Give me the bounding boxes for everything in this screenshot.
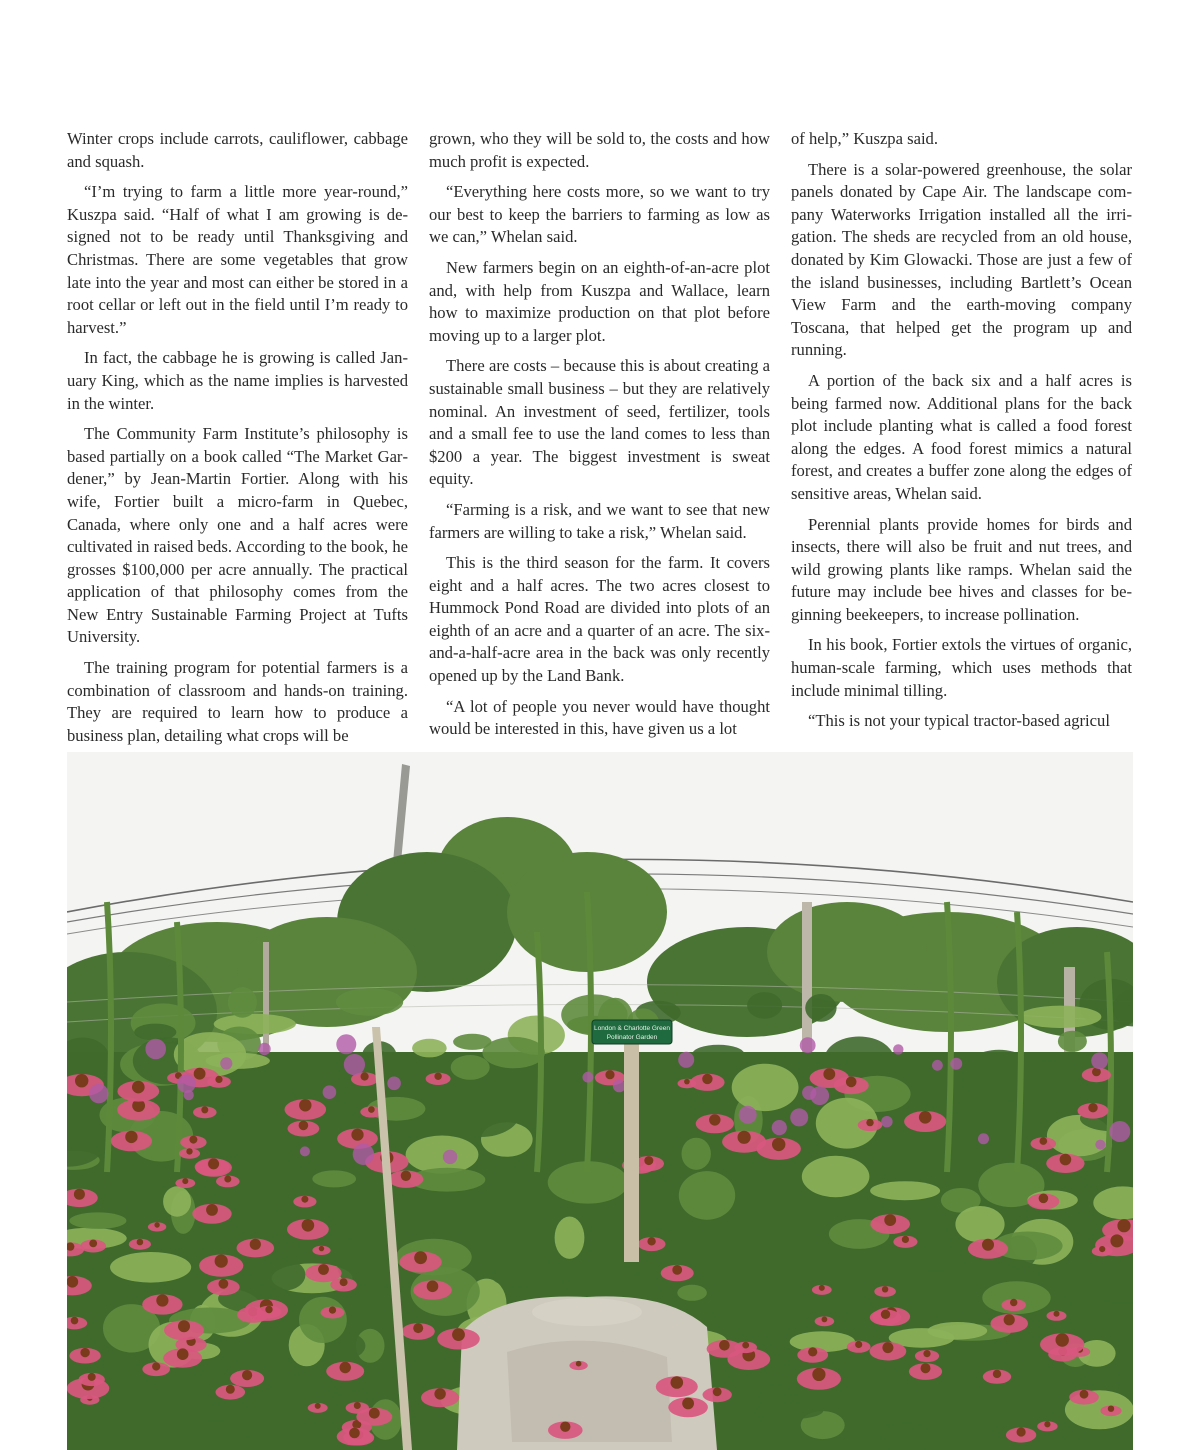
leaf-cluster <box>995 1145 1034 1163</box>
sign-text-line-2: Pollinator Garden <box>606 1034 658 1041</box>
paragraph: Perennial plants provide homes for birds and insects, there will also be fruit and nut trees, and wild growing plants like ramps. Whelan said the future may include bee hives and classes for beginning beekeepers, to increase pollination. <box>791 514 1132 624</box>
coneflower-center <box>1110 1234 1123 1247</box>
coneflower-center <box>265 1306 272 1313</box>
phlox-bloom <box>387 1077 401 1091</box>
leaf-cluster <box>206 1053 270 1069</box>
leaf-cluster <box>1021 1060 1076 1091</box>
coneflower-center <box>452 1328 465 1341</box>
coneflower-center <box>1054 1311 1060 1317</box>
coneflower-center <box>137 1239 144 1246</box>
coneflower-center <box>919 1111 932 1124</box>
coneflower-center <box>808 1347 817 1356</box>
leaf-cluster <box>1091 1251 1129 1301</box>
phlox-bloom <box>613 1080 626 1093</box>
leaf-cluster <box>562 1263 641 1298</box>
coneflower-center <box>401 1171 411 1181</box>
coneflower-center <box>152 1362 160 1370</box>
paragraph: “A lot of people you never would have thought would be interested in this, have given us a lot <box>429 696 770 739</box>
phlox-bloom <box>443 1150 457 1164</box>
paragraph: New farmers begin on an eighth-of-an-acre plot and, with help from Kuszpa and Wallace, learn how to maximize production on that plot before moving up to a larger plot. <box>429 257 770 345</box>
coneflower-center <box>866 1119 873 1126</box>
coneflower-center <box>219 1279 229 1289</box>
leaf-cluster <box>679 1171 735 1220</box>
leaf-cluster <box>263 1259 306 1290</box>
coneflower-center <box>206 1204 218 1216</box>
coneflower-center <box>302 1219 315 1232</box>
leaf-cluster <box>692 1045 744 1064</box>
leaf-cluster <box>747 992 782 1019</box>
phlox-bloom <box>583 1072 594 1083</box>
coneflower-center <box>1044 1421 1050 1427</box>
coneflower-center <box>71 1317 79 1325</box>
phlox-bloom <box>336 1034 356 1054</box>
leaf-cluster <box>790 1331 855 1352</box>
coneflower-center <box>319 1246 324 1251</box>
leaf-cluster <box>412 1039 447 1058</box>
pollinator-garden-illustration <box>67 752 1133 1450</box>
coneflower-center <box>156 1294 168 1306</box>
leaf-cluster <box>299 1297 347 1343</box>
leaf-cluster <box>1019 1006 1101 1028</box>
coneflower-center <box>1056 1333 1069 1346</box>
phlox-bloom <box>89 1084 108 1103</box>
garden-sign <box>592 1020 672 1044</box>
paragraph: The training program for potential farmers is a combination of classroom and hands-on training. They are required to learn how to produce a business plan, detailing what crops will be <box>67 658 408 745</box>
coneflower-center <box>1010 1299 1017 1306</box>
phlox-bloom <box>258 1043 270 1055</box>
coneflower-center <box>329 1307 336 1314</box>
coneflower-center <box>414 1251 427 1264</box>
coneflower-center <box>671 1376 684 1389</box>
leaf-cluster <box>555 1217 585 1259</box>
coneflower-center <box>80 1348 89 1357</box>
article-body <box>67 128 1133 745</box>
leaf-cluster <box>955 1206 1004 1242</box>
sign-text-line-1: London & Charlotte Green <box>594 1025 670 1032</box>
paragraph: There is a solar-powered greenhouse, the solar panels donated by Cape Air. The landscape company Waterworks Irrigation installed all the irrigation. The sheds are recycled from an old house, donated by Kim Glowacki. Those are just a few of the island businesses, including Bartlett’s Ocean View Farm and the earth-moving company Toscana, that helped get the program up and running. <box>791 159 1132 360</box>
coneflower-center <box>1060 1154 1072 1166</box>
phlox-bloom <box>353 1144 374 1165</box>
coneflower-center <box>413 1323 423 1333</box>
coneflower-center <box>208 1158 219 1169</box>
coneflower-center <box>340 1362 351 1373</box>
paragraph: “Farming is a risk, and we want to see that new farmers are willing to take a risk,” Whelan said. <box>429 499 770 542</box>
coneflower-center <box>67 1276 78 1288</box>
garden-photo <box>67 752 1133 1450</box>
leaf-cluster <box>202 1137 246 1157</box>
coneflower-center <box>1039 1194 1049 1204</box>
coneflower-center <box>819 1285 825 1291</box>
coneflower-center <box>738 1131 751 1144</box>
coneflower-center <box>427 1281 439 1293</box>
phlox-bloom <box>145 1039 166 1060</box>
coneflower-center <box>74 1189 85 1200</box>
coneflower-center <box>182 1178 188 1184</box>
coneflower-center <box>125 1131 137 1143</box>
coneflower-center <box>982 1239 994 1251</box>
coneflower-center <box>993 1370 1001 1378</box>
paragraph: of help,” Kuszpa said. <box>791 129 938 148</box>
coneflower-center <box>672 1265 682 1275</box>
phlox-bloom <box>978 1133 989 1144</box>
phlox-bloom <box>1095 1140 1105 1150</box>
paragraph: A portion of the back six and a half acres is being farmed now. Additional plans for the back plot include planting what is called a food forest along the edges. A food forest mimics a natural forest, and creates a buffer zone along the edges of sensitive areas, Whelan said. <box>791 370 1132 503</box>
coneflower-center <box>215 1076 222 1083</box>
coneflower-center <box>1080 1390 1089 1399</box>
phlox-bloom <box>678 1052 694 1068</box>
column-3 <box>791 128 1132 755</box>
leaf-cluster <box>312 1170 356 1187</box>
coneflower-center <box>315 1403 321 1409</box>
coneflower-center <box>186 1148 192 1154</box>
paragraph: grown, who they will be sold to, the costs and how much profit is expected. <box>429 129 770 171</box>
coneflower-center <box>132 1081 145 1094</box>
coneflower-center <box>923 1350 930 1357</box>
coneflower-center <box>1017 1427 1026 1436</box>
leaf-cluster <box>1058 1031 1087 1052</box>
phlox-bloom <box>893 1044 903 1054</box>
leaf-cluster <box>336 988 403 1016</box>
leaf-cluster <box>870 1181 940 1200</box>
coneflower-center <box>644 1156 653 1165</box>
coneflower-center <box>434 1388 445 1399</box>
phlox-bloom <box>772 1120 787 1135</box>
phlox-bloom <box>300 1146 310 1156</box>
coneflower-center <box>354 1402 361 1409</box>
fence-post <box>263 942 269 1052</box>
phlox-bloom <box>1091 1052 1108 1069</box>
column-2 <box>429 128 770 755</box>
paragraph: “I’m trying to farm a little more year-round,” Kuszpa said. “Half of what I am growing is designed not to be ready until Thanksgiving and Christmas. There are some vegetables that grow late into the year and most can either be stored in a root cellar or left out in the field until I’m ready to harvest.” <box>67 182 408 337</box>
coneflower-center <box>250 1239 261 1250</box>
leaf-cluster <box>110 1252 191 1283</box>
coneflower-center <box>719 1340 730 1351</box>
leaf-cluster <box>682 1138 711 1170</box>
coneflower-center <box>902 1236 909 1243</box>
coneflower-center <box>224 1176 231 1183</box>
fence-post <box>802 902 812 1052</box>
coneflower-center <box>881 1310 890 1319</box>
phlox-bloom <box>881 1116 892 1127</box>
phlox-bloom <box>344 1054 365 1075</box>
coneflower-center <box>194 1068 206 1080</box>
coneflower-center <box>434 1073 441 1080</box>
phlox-bloom <box>790 1108 808 1126</box>
coneflower-center <box>369 1408 380 1419</box>
coneflower-center <box>1099 1246 1105 1252</box>
coneflower-center <box>823 1068 835 1080</box>
leaf-cluster <box>805 994 836 1022</box>
sign-post <box>624 1042 639 1262</box>
paragraph: This is the third season for the farm. It covers eight and a half acres. The two acres closest to Hummock Pond Road are divided into plots of an eighth of an acre and a quarter of an acre. The six-and-a-half-acre area in the back was only recently opened up by the Land Bank. <box>429 553 770 686</box>
phlox-bloom <box>802 1086 816 1100</box>
phlox-bloom <box>323 1085 337 1099</box>
paragraph: Winter crops include carrots, cauliflower, cabbage and squash. <box>67 129 408 171</box>
coneflower-center <box>189 1136 197 1144</box>
phlox-bloom <box>220 1057 232 1069</box>
leaf-cluster <box>163 1186 191 1216</box>
coneflower-center <box>215 1255 228 1268</box>
coneflower-center <box>846 1077 857 1088</box>
coneflower-center <box>89 1240 97 1248</box>
phlox-bloom <box>1109 1121 1130 1142</box>
leaf-cluster <box>441 1087 520 1137</box>
coneflower-center <box>1088 1103 1097 1112</box>
leaf-cluster <box>228 987 257 1018</box>
coneflower-center <box>684 1079 690 1085</box>
coneflower-center <box>742 1342 749 1349</box>
coneflower-center <box>1004 1314 1015 1325</box>
paragraph: In his book, Fortier extols the virtues of organic, human-scale farming, which uses methods that include minimal tilling. <box>791 635 1132 700</box>
coneflower-center <box>855 1341 862 1348</box>
coneflower-center <box>647 1237 655 1245</box>
coneflower-center <box>318 1264 329 1275</box>
coneflower-center <box>178 1320 190 1332</box>
coneflower-center <box>368 1106 375 1113</box>
coneflower-center <box>1040 1137 1048 1145</box>
phlox-bloom <box>184 1090 194 1100</box>
leaf-cluster <box>69 1212 126 1229</box>
leaf-cluster <box>677 1285 707 1301</box>
coneflower-center <box>576 1361 582 1367</box>
coneflower-center <box>301 1196 308 1203</box>
coneflower-center <box>177 1348 189 1360</box>
coneflower-center <box>88 1373 96 1381</box>
coneflower-center <box>299 1121 309 1131</box>
coneflower-center <box>201 1106 208 1113</box>
coneflower-center <box>713 1387 722 1396</box>
coneflower-center <box>560 1422 570 1432</box>
phlox-bloom <box>932 1060 943 1071</box>
leaf-cluster <box>492 1265 543 1287</box>
coneflower-center <box>75 1074 88 1087</box>
leaf-cluster <box>754 1403 823 1420</box>
paragraph: “Everything here costs more, so we want to try our best to keep the barriers to farming as low as we can,” Whelan said. <box>429 182 770 247</box>
coneflower-center <box>682 1398 694 1410</box>
coneflower-center <box>772 1138 785 1151</box>
coneflower-center <box>702 1074 712 1084</box>
phlox-bloom <box>800 1037 816 1053</box>
coneflower-center <box>349 1428 360 1439</box>
paragraph: “This is not your typical tractor-based agricul <box>808 711 1110 731</box>
coneflower-center <box>605 1070 614 1079</box>
coneflower-center <box>1117 1219 1130 1232</box>
coneflower-center <box>822 1317 828 1323</box>
leaf-cluster <box>451 1055 490 1080</box>
coneflower-center <box>242 1370 252 1380</box>
coneflower-center <box>812 1368 825 1381</box>
leaf-cluster <box>482 1037 545 1068</box>
coneflower-center <box>882 1286 888 1292</box>
coneflower-center <box>709 1114 720 1125</box>
leaf-cluster <box>186 1421 260 1439</box>
coneflower-center <box>226 1385 235 1394</box>
paragraph: There are costs – because this is about creating a sustainable small business – but they are relatively nominal. An investment of seed, fertilizer, tools and a small fee to use the land comes to less than $200 a year. The biggest investment is sweat equity. <box>429 356 770 489</box>
stone-path <box>457 1296 717 1450</box>
coneflower-center <box>882 1342 893 1353</box>
column-1 <box>67 128 408 755</box>
phlox-bloom <box>177 1074 196 1093</box>
coneflower-center <box>921 1363 931 1373</box>
coneflower-center <box>340 1278 348 1286</box>
coneflower-center <box>299 1099 311 1111</box>
leaf-cluster <box>732 1064 799 1111</box>
phlox-bloom <box>950 1058 962 1070</box>
phlox-bloom <box>739 1106 757 1124</box>
coneflower-center <box>884 1214 896 1226</box>
paragraph: The Community Farm Institute’s philosophy is based partially on a book called “The Market Gardener,” by Jean-Martin Fortier. Along with his wife, Fortier built a micro-farm in Quebec, Canada, where only one and a half acres were cultivated in raised beds. According to the book, he grosses $100,000 per acre annually. The practical application of that philosophy comes from the New Entry Sustainable Farming Project at Tufts University. <box>67 424 409 647</box>
coneflower-center <box>361 1072 369 1080</box>
coneflower-center <box>1108 1406 1114 1412</box>
paragraph: In fact, the cabbage he is growing is called January King, which as the name implies is harvested in the winter. <box>67 348 408 413</box>
leaf-cluster <box>802 1156 870 1197</box>
coneflower-center <box>351 1129 363 1141</box>
coneflower-center <box>154 1222 159 1227</box>
